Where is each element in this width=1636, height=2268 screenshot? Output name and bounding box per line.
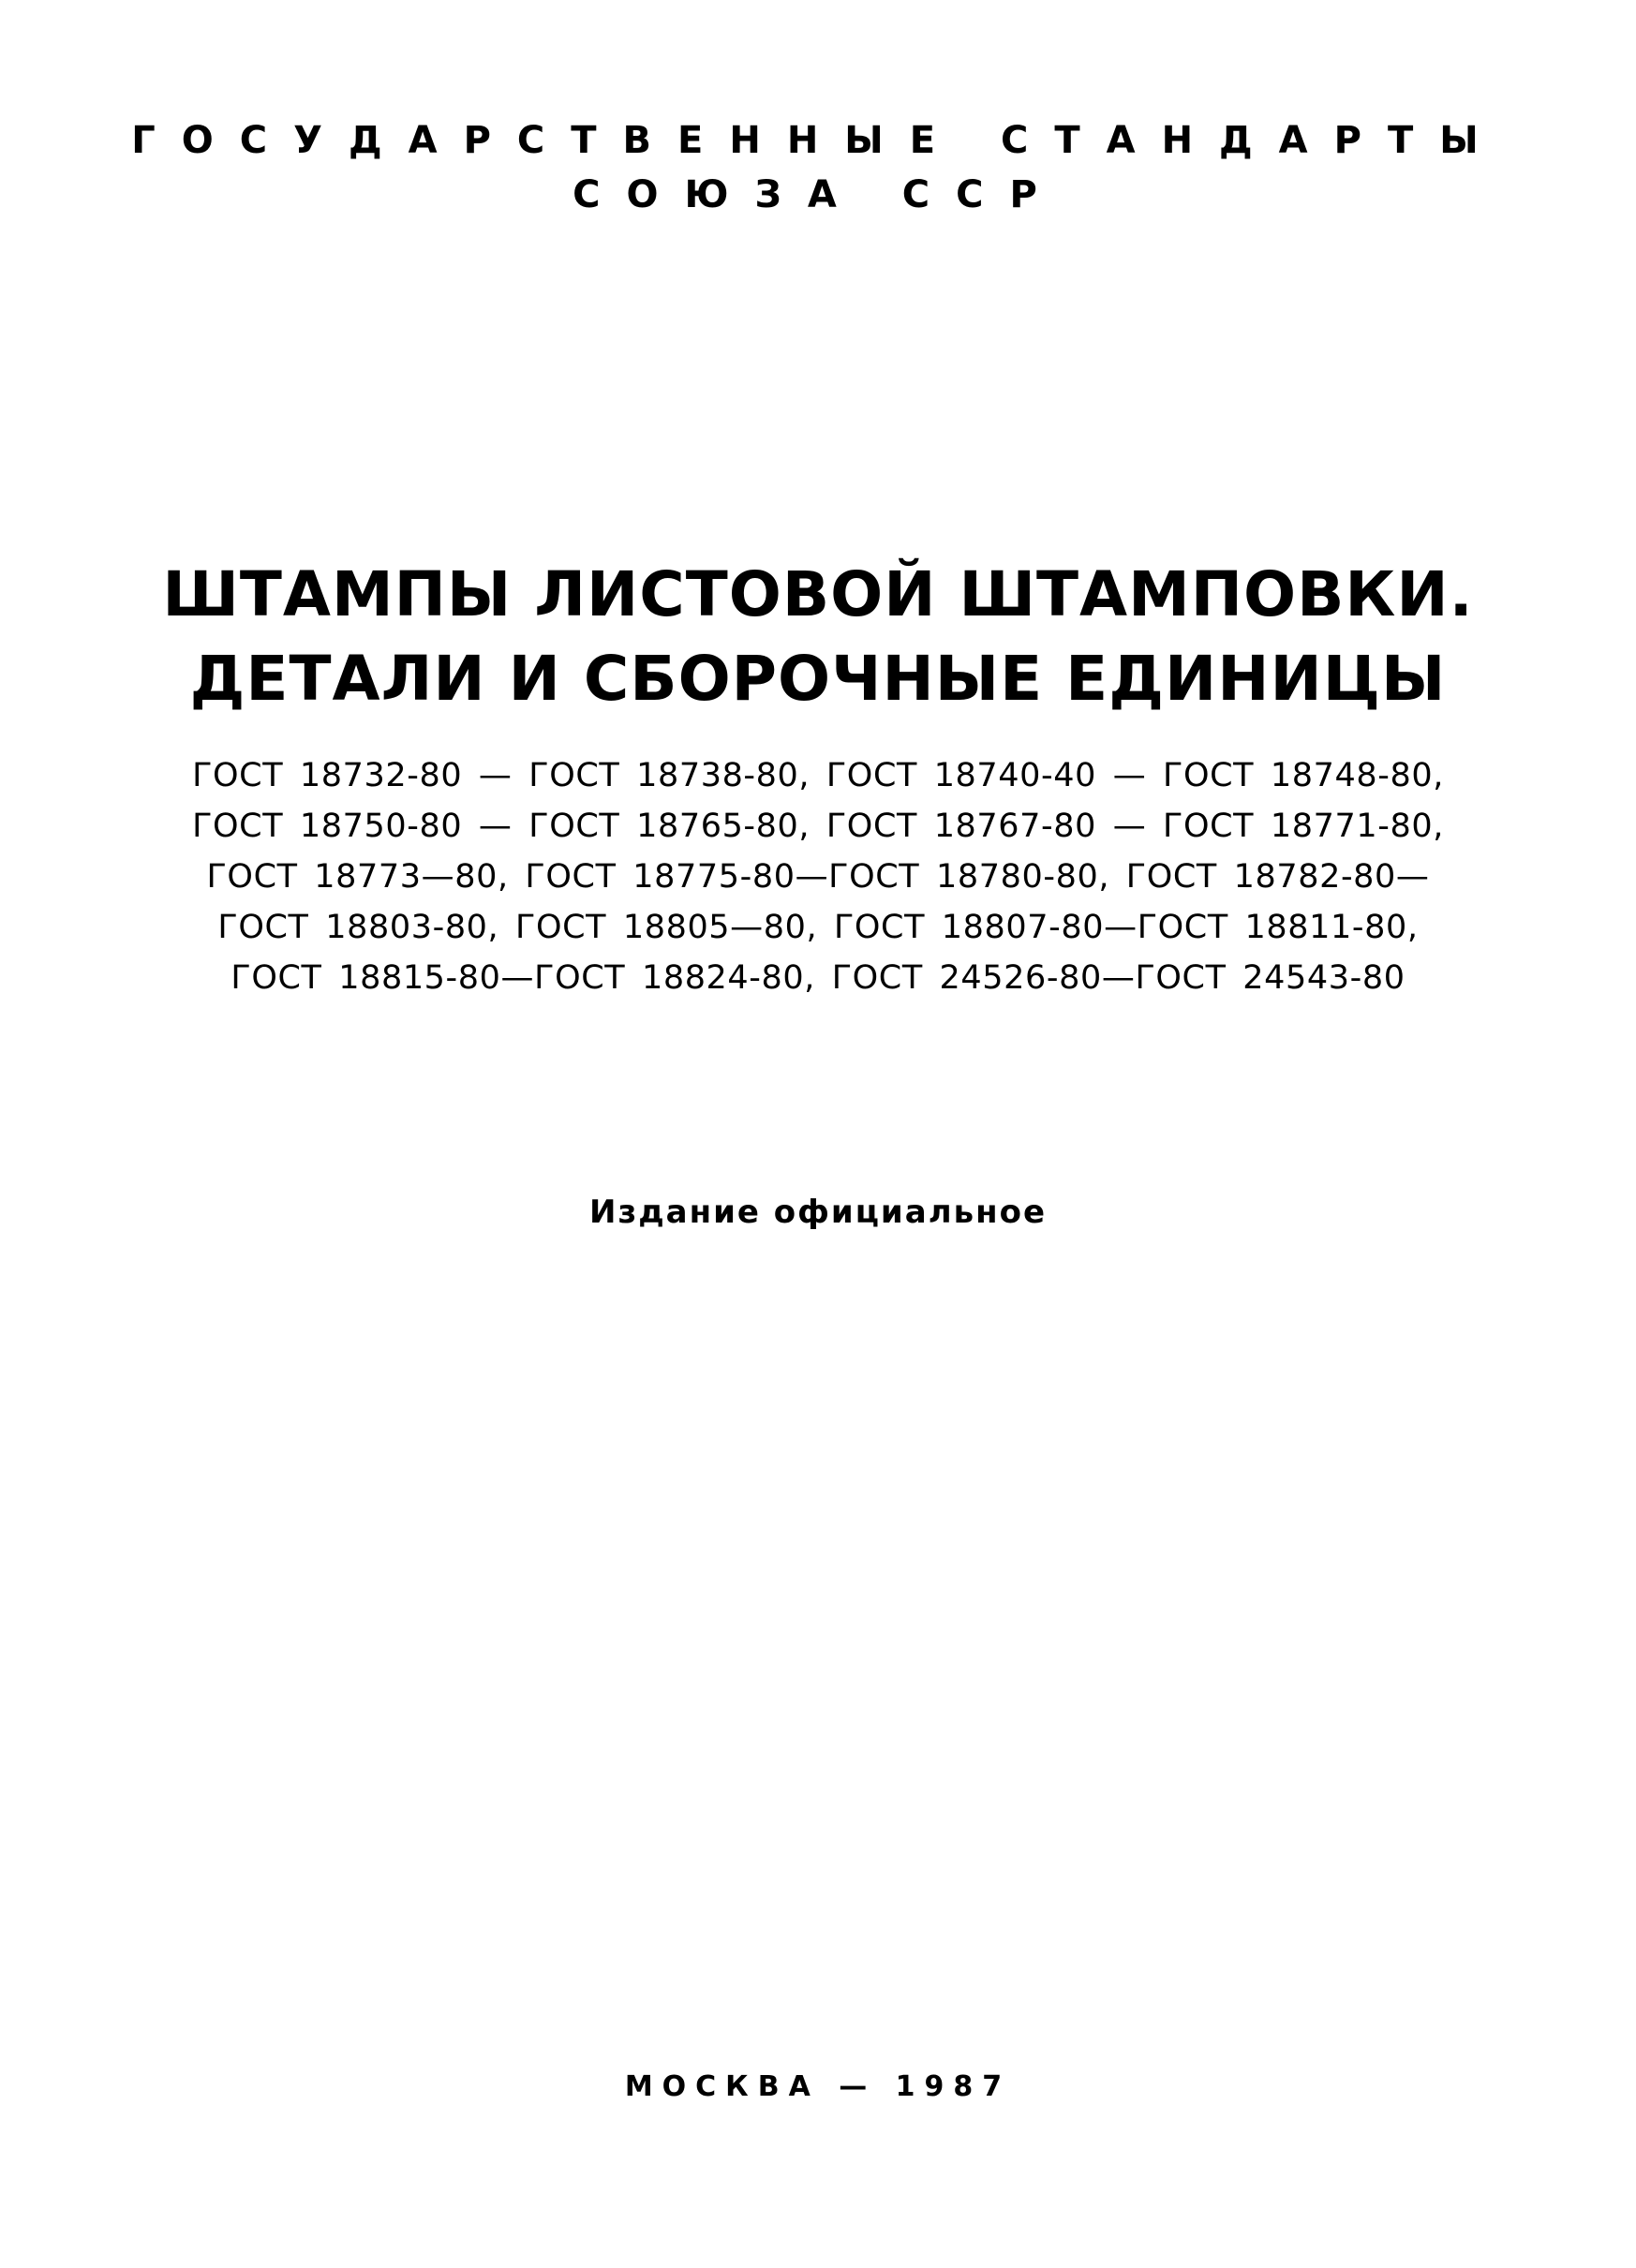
standards-line: ГОСТ 18803-80, ГОСТ 18805—80, ГОСТ 18807-80—ГОСТ 18811-80,	[217, 909, 1419, 946]
standards-line: ГОСТ 18750-80 — ГОСТ 18765-80, ГОСТ 18767-80 — ГОСТ 18771-80,	[192, 808, 1444, 845]
document-title-line-2: ДЕТАЛИ И СБОРОЧНЫЕ ЕДИНИЦЫ	[189, 643, 1447, 715]
document-title-line-1: ШТАМПЫ ЛИСТОВОЙ ШТАМПОВКИ.	[162, 558, 1474, 630]
standards-line: ГОСТ 18732-80 — ГОСТ 18738-80, ГОСТ 18740-40 — ГОСТ 18748-80,	[192, 757, 1444, 794]
standards-line: ГОСТ 18773—80, ГОСТ 18775-80—ГОСТ 18780-80, ГОСТ 18782-80—	[206, 858, 1430, 896]
header-line-1: ГОСУДАРСТВЕННЫЕ СТАНДАРТЫ	[131, 119, 1505, 162]
edition-note: Издание официальное	[588, 1193, 1048, 1231]
standards-line: ГОСТ 18815-80—ГОСТ 18824-80, ГОСТ 24526-80—ГОСТ 24543-80	[231, 959, 1405, 997]
header-line-2: СОЮЗА ССР	[573, 173, 1063, 216]
publisher-place-year: МОСКВА — 1987	[624, 2070, 1012, 2103]
